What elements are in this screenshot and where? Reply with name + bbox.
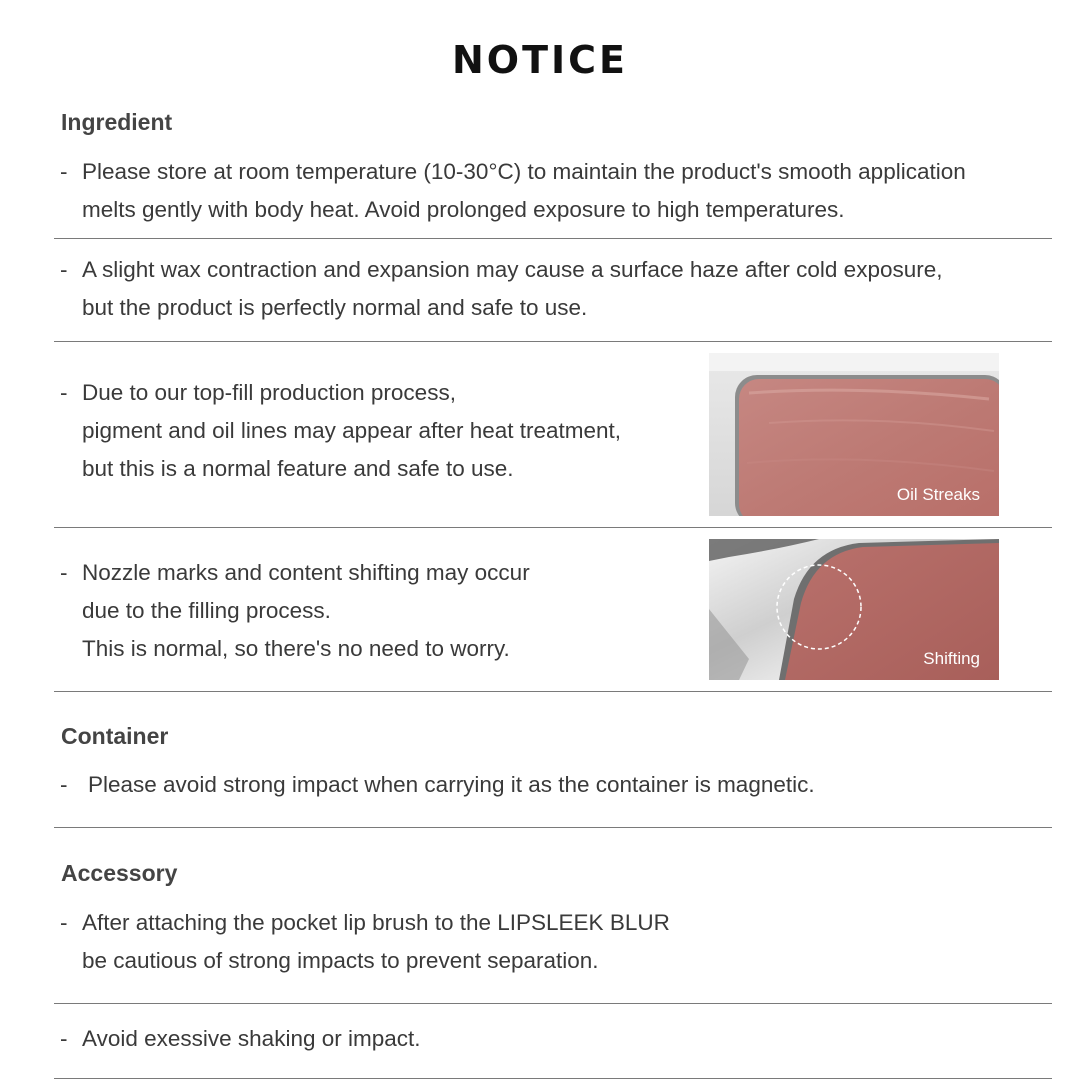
notice-item-storage [60,153,966,229]
notice-text-line: but this is a normal feature and safe to use. [82,456,514,481]
notice-text-line: Avoid exessive shaking or impact. [82,1026,421,1051]
bullet-dash: - [60,772,68,797]
bullet-dash: - [60,159,68,184]
section-heading-ingredient: Ingredient [61,109,173,135]
notice-text-line: Nozzle marks and content shifting may occur [82,560,530,585]
notice-text-line: Please store at room temperature (10-30°C) to maintain the product's smooth application [82,159,966,184]
notice-text-line: due to the filling process. [82,598,331,623]
notice-text-line: melts gently with body heat. Avoid prolonged exposure to high temperatures. [82,197,845,222]
bullet-dash: - [60,380,68,405]
notice-item-nozzle-marks [60,554,530,668]
notice-item-shaking [60,1020,421,1058]
notice-text-line: Due to our top-fill production process, [82,380,456,405]
notice-item-oil-lines [60,374,621,488]
oil-streaks-photo [709,353,999,516]
notice-text-line: but the product is perfectly normal and safe to use. [82,295,588,320]
notice-text-line: be cautious of strong impacts to prevent separation. [82,948,599,973]
bullet-dash: - [60,1026,68,1051]
notice-text-line: pigment and oil lines may appear after heat treatment, [82,418,622,443]
bullet-dash: - [60,257,68,282]
divider [54,1003,1052,1004]
image-caption-shifting: Shifting [923,649,980,668]
divider [54,341,1052,342]
divider [54,527,1052,528]
divider [54,691,1052,692]
notice-item-surface-haze [60,251,943,327]
image-caption-oil-streaks: Oil Streaks [896,485,980,504]
bullet-dash: - [60,560,68,585]
bullet-dash: - [60,910,68,935]
notice-text-line: This is normal, so there's no need to worry. [82,636,510,661]
notice-text-line: Please avoid strong impact when carrying it as the container is magnetic. [88,772,815,797]
section-heading-accessory: Accessory [61,860,178,886]
divider [54,238,1052,239]
shifting-photo [709,539,999,680]
notice-text-line: A slight wax contraction and expansion may cause a surface haze after cold exposure, [82,257,943,282]
notice-item-brush [60,904,670,980]
divider [54,827,1052,828]
notice-text-line: After attaching the pocket lip brush to the LIPSLEEK BLUR [82,910,670,935]
notice-item-magnetic [60,766,815,804]
section-heading-container: Container [61,723,169,749]
divider [54,1078,1052,1079]
page-title: NOTICE [451,38,628,82]
